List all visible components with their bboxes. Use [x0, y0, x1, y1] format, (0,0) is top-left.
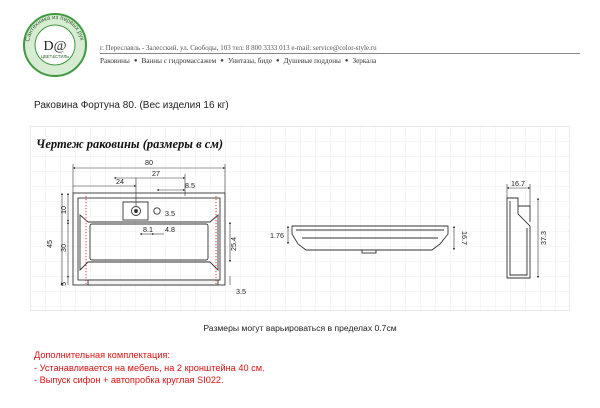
extra-equipment-item: - Выпуск сифон + автопробка круглая SI022.: [34, 375, 224, 385]
category-nav: [100, 57, 376, 65]
dim-8-1: 8.1: [143, 225, 153, 234]
extra-equipment: [34, 349, 265, 387]
extra-equipment-title: Дополнительная комплектация:: [34, 350, 170, 360]
nav-item-toilets-bidets[interactable]: Унитазы, биде: [227, 57, 273, 65]
header-divider: [100, 53, 580, 54]
nav-separator: ●: [276, 58, 280, 64]
dim-left-5: 5: [59, 282, 68, 286]
logo-monogram: D@: [43, 39, 67, 54]
dim-3-5-top: 3.5: [165, 209, 175, 218]
dim-right-37-3: 37.3: [539, 231, 548, 245]
contact-address: г. Переславль - Залесский, ул. Свободы, 103 тел: 8 800 3333 013 e-mail: service@color-style.ru: [100, 44, 377, 52]
brand-logo[interactable]: [22, 12, 88, 78]
page-header: [0, 0, 600, 80]
nav-separator: ●: [133, 58, 138, 64]
dim-4-8: 4.8: [165, 225, 175, 234]
product-title: Раковина Фортуна 80. (Вес изделия 16 кг): [34, 100, 229, 111]
nav-separator: ●: [344, 58, 349, 64]
nav-item-sinks[interactable]: Раковины: [100, 57, 130, 65]
nav-separator: ●: [220, 58, 224, 64]
dim-side-16-7: 16.7: [460, 231, 469, 245]
dim-8-5: 8.5: [185, 181, 195, 190]
sink-drawing: [30, 126, 570, 311]
dim-left-30: 30: [59, 244, 68, 252]
nav-item-shower-trays[interactable]: Душевые поддоны: [283, 57, 341, 65]
dim-side-1-76: 1.76: [270, 231, 284, 240]
dim-left-10: 10: [59, 206, 68, 214]
logo-ring-text: Сантехника из первых рук: [25, 14, 85, 43]
dim-right-16-7: 16.7: [511, 179, 525, 188]
dim-25-4: 25.4: [229, 237, 238, 251]
logo-brand: ЦВЕТ&СТИЛЬ: [41, 54, 69, 59]
drawing-heading: Чертеж раковины (размеры в см): [36, 137, 224, 151]
nav-item-mirrors[interactable]: Зеркала: [352, 57, 377, 65]
dim-3-5-bottom: 3.5: [236, 287, 246, 296]
extra-equipment-item: - Устанавливается на мебель, на 2 кронштейна 40 см.: [34, 362, 265, 373]
dim-left-45: 45: [45, 240, 54, 248]
dim-width-80: 80: [145, 158, 153, 167]
dim-24: 24: [116, 177, 124, 186]
dim-27: 27: [152, 169, 160, 178]
nav-item-whirlpool-baths[interactable]: Ванны с гидромассажем: [141, 57, 217, 65]
dimension-tolerance-note: Размеры могут варьироваться в пределах 0.7см: [203, 323, 397, 333]
